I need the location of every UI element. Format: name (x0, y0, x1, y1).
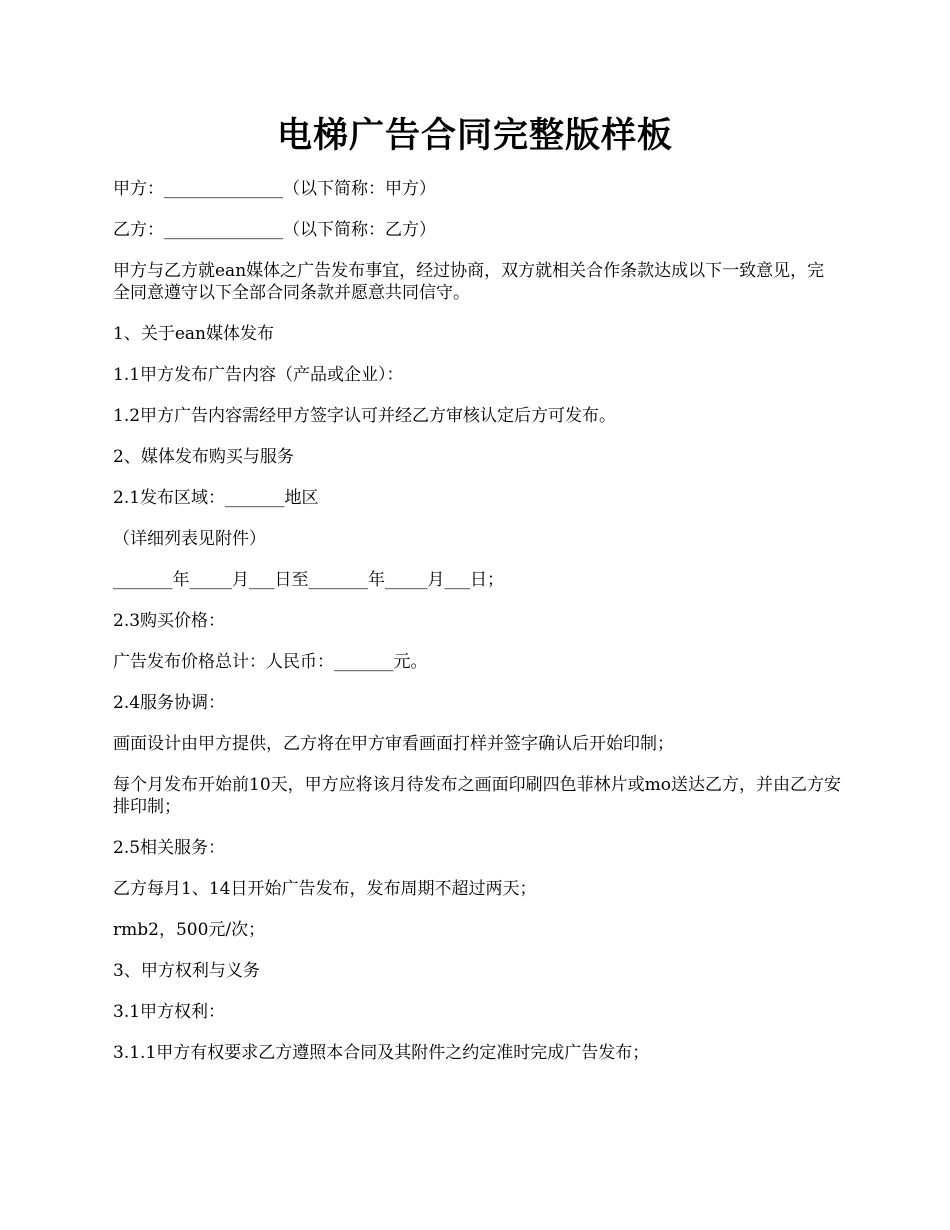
clause-2-1: 2.1发布区域：_______地区 (113, 488, 319, 508)
section-1-heading: 1、关于ean媒体发布 (113, 324, 274, 344)
clause-2-4: 2.4服务协调： (113, 693, 226, 713)
document-body (113, 178, 841, 1083)
document-title: 电梯广告合同完整版样板 (276, 115, 673, 156)
clause-1-1: 1.1甲方发布广告内容（产品或企业）： (113, 365, 404, 385)
clause-3-1: 3.1甲方权利： (113, 1002, 226, 1022)
price-total-line: 广告发布价格总计：人民币：_______元。 (113, 652, 428, 672)
clause-2-5: 2.5相关服务： (113, 838, 226, 858)
design-paragraph: 画面设计由甲方提供，乙方将在甲方审看画面打样并签字确认后开始印制； (113, 734, 674, 754)
monthly-delivery-paragraph: 每个月发布开始前10天，甲方应将该月待发布之画面印刷四色菲林片或mo送达乙方，并由乙方安排印制； (113, 775, 841, 817)
section-2-heading: 2、媒体发布购买与服务 (113, 447, 294, 467)
section-3-heading: 3、甲方权利与义务 (113, 961, 260, 981)
clause-2-3: 2.3购买价格： (113, 611, 226, 631)
intro-paragraph: 甲方与乙方就ean媒体之广告发布事宜，经过协商，双方就相关合作条款达成以下一致意见，完全同意遵守以下全部合同条款并愿意共同信守。 (113, 261, 825, 303)
date-range-line: _______年_____月___日至_______年_____月___日； (113, 570, 504, 590)
clause-1-2: 1.2甲方广告内容需经甲方签字认可并经乙方审核认定后方可发布。 (113, 406, 617, 426)
party-b-line: 乙方：______________（以下简称：乙方） (113, 220, 436, 240)
clause-3-1-1: 3.1.1甲方有权要求乙方遵照本合同及其附件之约定准时完成广告发布； (113, 1043, 650, 1063)
attachment-note: （详细列表见附件） (113, 529, 266, 549)
party-a-line: 甲方：______________（以下简称：甲方） (113, 179, 436, 199)
fee-line: rmb2，500元/次； (113, 920, 266, 940)
publish-schedule-line: 乙方每月1、14日开始广告发布，发布周期不超过两天； (113, 879, 537, 899)
